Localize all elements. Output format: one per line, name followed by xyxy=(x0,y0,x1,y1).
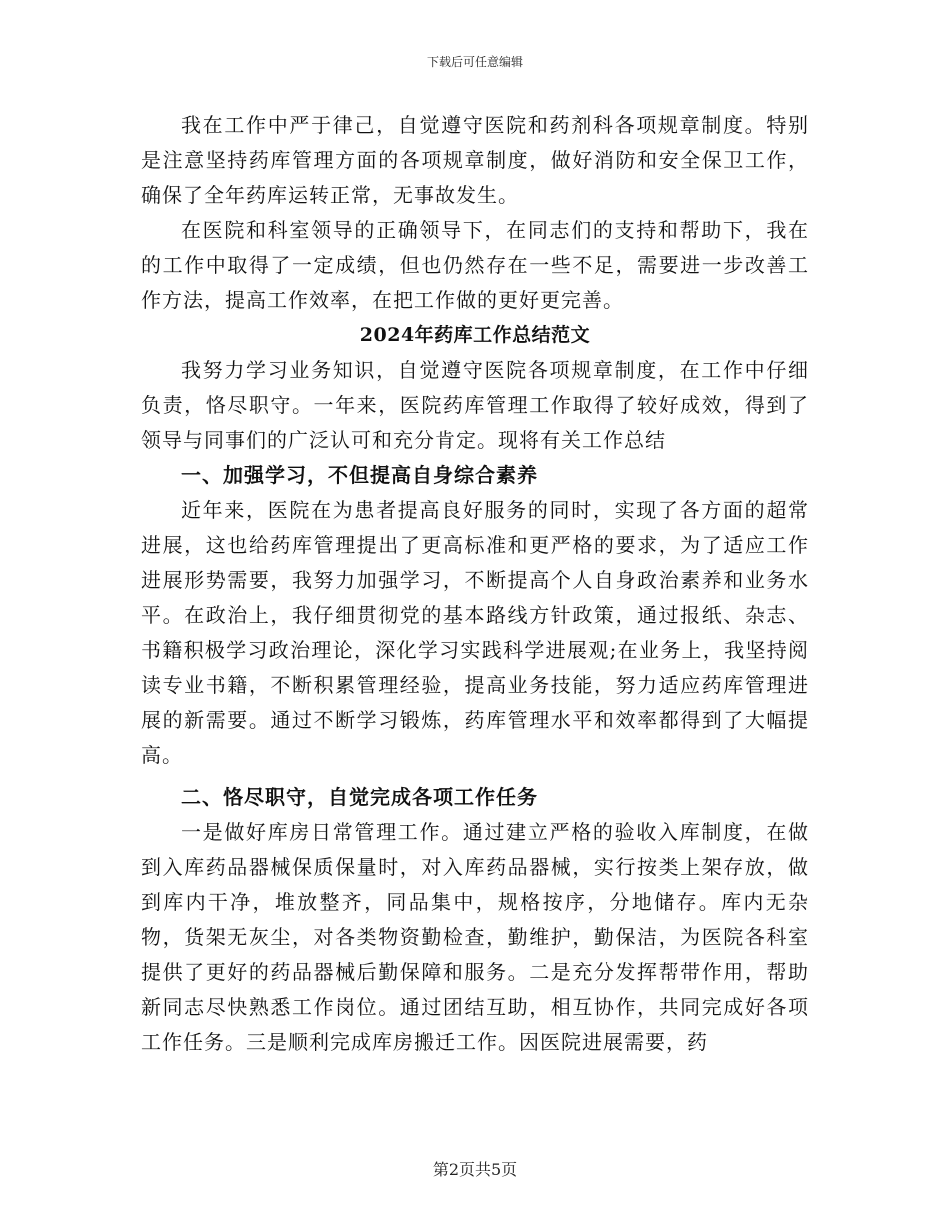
paragraph-intro: 我努力学习业务知识，自觉遵守医院各项规章制度，在工作中仔细负责，恪尽职守。一年来，医院药库管理工作取得了较好成效，得到了领导与同事们的广泛认可和充分肯定。现将有关工作总结 xyxy=(141,358,809,452)
document-body xyxy=(141,108,809,1060)
paragraph-discipline: 我在工作中严于律己，自觉遵守医院和药剂科各项规章制度。特别是注意坚持药库管理方面的各项规章制度，做好消防和安全保卫工作，确保了全年药库运转正常，无事故发生。 xyxy=(141,113,809,207)
page-number: 第2页共5页 xyxy=(432,1160,518,1179)
header-note: 下载后可任意编辑 xyxy=(426,55,523,69)
section-heading-2: 二、恪尽职守，自觉完成各项工作任务 xyxy=(181,785,538,809)
paragraph-achievements: 在医院和科室领导的正确领导下，在同志们的支持和帮助下，我在的工作中取得了一定成绩，但也仍然存在一些不足，需要进一步改善工作方法，提高工作效率，在把工作做的更好更完善。 xyxy=(141,218,809,312)
section-heading-1: 一、加强学习，不但提高自身综合素养 xyxy=(181,463,538,487)
paragraph-learning: 近年来，医院在为患者提高良好服务的同时，实现了各方面的超常进展，这也给药库管理提出了更高标准和更严格的要求，为了适应工作进展形势需要，我努力加强学习，不断提高个人自身政治素养和业务水平。在政治上，我仔细贯彻党的基本路线方针政策，通过报纸、杂志、书籍积极学习政治理论，深化学习实践科学进展观;在业务上，我坚持阅读专业书籍，不断积累管理经验，提高业务技能，努力适应药库管理进展的新需要。通过不断学习锻炼，药库管理水平和效率都得到了大幅提高。 xyxy=(141,498,809,767)
document-title: 2024年药库工作总结范文 xyxy=(359,324,591,346)
paragraph-duties: 一是做好库房日常管理工作。通过建立严格的验收入库制度，在做到入库药品器械保质保量时，对入库药品器械，实行按类上架存放，做到库内干净，堆放整齐，同品集中，规格按序，分地储存。库内无杂物，货架无灰尘，对各类物资勤检查，勤维护，勤保洁，为医院各科室提供了更好的药品器械后勤保障和服务。二是充分发挥帮带作用，帮助新同志尽快熟悉工作岗位。通过团结互助，相互协作，共同完成好各项工作任务。三是顺利完成库房搬迁工作。因医院进展需要，药 xyxy=(141,820,809,1054)
